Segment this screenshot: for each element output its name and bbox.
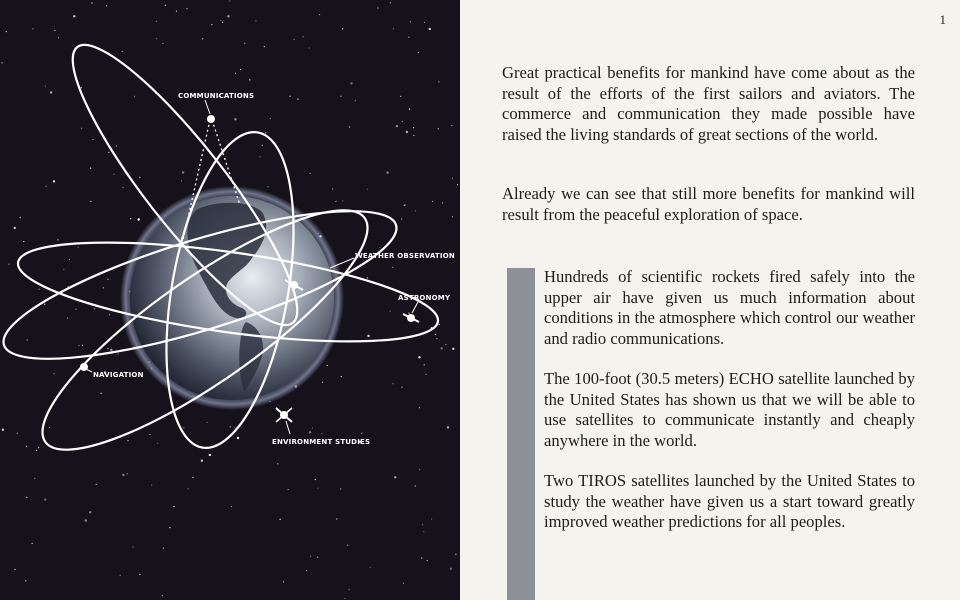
star: [294, 39, 295, 40]
star: [367, 277, 368, 278]
star: [302, 36, 303, 37]
star: [231, 506, 232, 507]
star: [392, 267, 393, 268]
star: [202, 38, 203, 39]
star: [367, 335, 369, 337]
star: [418, 356, 420, 358]
star: [429, 28, 431, 30]
star: [113, 174, 114, 175]
star: [138, 218, 140, 220]
label-communications: COMMUNICATIONS: [178, 92, 255, 100]
star: [321, 433, 322, 434]
environment-satellite: [276, 408, 292, 422]
star: [25, 580, 26, 581]
star: [92, 139, 93, 140]
star: [176, 11, 177, 12]
star: [312, 427, 313, 428]
star: [297, 99, 298, 100]
star: [32, 28, 33, 29]
star: [336, 518, 337, 519]
star: [14, 569, 15, 570]
star: [139, 177, 140, 178]
star: [94, 308, 95, 309]
star: [50, 91, 52, 93]
star: [386, 171, 388, 173]
star: [424, 22, 425, 23]
star: [39, 289, 40, 290]
star: [107, 348, 108, 349]
star: [31, 543, 32, 544]
star: [280, 519, 281, 520]
label-weather-observation: WEATHER OBSERVATION: [355, 252, 455, 260]
star: [81, 87, 82, 88]
star: [418, 52, 419, 53]
star: [109, 314, 110, 315]
star: [413, 135, 414, 136]
star: [54, 373, 55, 374]
star: [401, 218, 402, 219]
star: [149, 434, 150, 435]
star: [309, 47, 310, 48]
star: [290, 96, 291, 97]
paragraph-intro: Great practical benefits for mankind have come about as the result of the efforts of the first sailors and aviators. The commerce and communication they made possible have raised the living standards of great sections of the world.: [502, 63, 915, 144]
star: [404, 205, 405, 206]
star: [130, 218, 131, 219]
star: [424, 364, 425, 365]
star: [442, 202, 443, 203]
star: [82, 345, 83, 346]
star: [134, 96, 135, 97]
star: [341, 376, 342, 377]
star: [58, 37, 59, 38]
star: [14, 227, 16, 229]
star: [67, 318, 68, 319]
star: [455, 554, 456, 555]
star: [394, 476, 396, 478]
star: [106, 5, 107, 6]
star: [63, 269, 64, 270]
star: [108, 152, 109, 153]
star: [318, 488, 319, 489]
star: [270, 118, 271, 119]
star: [163, 548, 164, 549]
star: [288, 489, 289, 490]
star: [201, 460, 203, 462]
star: [401, 387, 402, 388]
star: [38, 447, 39, 448]
star: [90, 168, 91, 169]
star: [122, 474, 124, 476]
star: [422, 524, 423, 525]
star: [419, 469, 420, 470]
star: [96, 484, 97, 485]
star: [169, 527, 170, 528]
star: [267, 186, 268, 187]
star: [26, 446, 27, 447]
star: [342, 200, 343, 201]
star: [377, 7, 378, 8]
star: [335, 201, 336, 202]
star: [408, 313, 409, 314]
star: [400, 96, 401, 97]
star: [379, 247, 380, 248]
star: [340, 96, 341, 97]
star: [73, 15, 75, 17]
star: [118, 353, 119, 354]
star: [441, 347, 443, 349]
star: [156, 38, 157, 39]
star: [230, 426, 231, 427]
star: [89, 511, 91, 513]
star: [315, 479, 316, 480]
star: [81, 128, 82, 129]
star: [1, 62, 2, 63]
star: [27, 339, 28, 340]
star: [6, 31, 7, 32]
star: [432, 201, 433, 202]
star: [355, 100, 356, 101]
star: [209, 454, 211, 456]
star: [390, 311, 391, 312]
star: [127, 440, 128, 441]
star: [101, 393, 102, 394]
page-number: 1: [939, 12, 946, 27]
star: [220, 20, 221, 21]
star: [306, 570, 307, 571]
star: [309, 431, 311, 433]
star: [90, 201, 91, 202]
star: [438, 81, 439, 82]
star: [421, 557, 422, 558]
star: [431, 518, 432, 519]
star: [317, 557, 318, 558]
star: [34, 478, 35, 479]
star: [120, 575, 121, 576]
star: [342, 28, 343, 29]
star: [409, 108, 410, 109]
star: [75, 309, 76, 310]
star: [235, 73, 236, 74]
star: [139, 574, 140, 575]
star: [393, 383, 394, 384]
star: [415, 485, 416, 486]
satellite-orbits-illustration: [0, 0, 460, 600]
star: [350, 82, 352, 84]
star: [78, 345, 79, 346]
paragraph-echo-satellite: The 100-foot (30.5 meters) ECHO satellite launched by the United States has shown us that we will be able to use satellites to communicate instantly and cheaply anywhere in the world.: [544, 369, 915, 450]
star: [181, 180, 182, 181]
star: [450, 568, 452, 570]
star: [122, 51, 123, 52]
star: [222, 22, 223, 23]
paragraph-space-benefits: Already we can see that still more benefits for mankind will result from the peaceful exploration of space.: [502, 184, 915, 224]
star: [322, 382, 323, 383]
star: [192, 477, 193, 478]
star: [156, 21, 157, 22]
star: [423, 531, 424, 532]
star: [240, 69, 241, 70]
paragraph-scientific-rockets: Hundreds of scientific rockets fired safely into the upper air have given us much information about conditions in the atmosphere which control our weather and radio communications.: [544, 267, 915, 348]
star: [349, 126, 350, 127]
star: [452, 216, 453, 217]
star: [45, 85, 46, 86]
star: [116, 146, 117, 147]
star: [393, 28, 394, 29]
label-environment-studies: ENVIRONMENT STUDIES: [272, 438, 371, 446]
star: [310, 556, 311, 557]
highlight-bar: [507, 268, 535, 600]
star: [327, 365, 328, 366]
star: [57, 239, 58, 240]
star: [20, 217, 21, 218]
star: [319, 14, 320, 15]
star: [227, 15, 229, 17]
star: [402, 121, 403, 122]
astronomy-satellite: [403, 314, 419, 322]
star: [186, 8, 187, 9]
star: [310, 173, 311, 174]
star: [413, 127, 414, 128]
orbits-diagram: [0, 0, 460, 600]
star: [23, 241, 24, 242]
star: [234, 118, 236, 120]
star: [408, 37, 409, 38]
star: [244, 43, 245, 44]
star: [207, 422, 208, 423]
star: [264, 46, 265, 47]
star: [53, 180, 55, 182]
star: [69, 259, 70, 260]
star: [46, 186, 47, 187]
star: [49, 427, 50, 428]
star: [211, 24, 212, 25]
star: [183, 427, 184, 428]
star: [249, 79, 250, 80]
star: [237, 437, 239, 439]
star: [44, 304, 45, 305]
star: [151, 485, 152, 486]
label-astronomy: ASTRONOMY: [398, 294, 451, 302]
star: [457, 184, 458, 185]
star: [367, 189, 368, 190]
star: [361, 433, 362, 434]
star: [425, 374, 426, 375]
star: [54, 30, 55, 31]
star: [78, 247, 79, 248]
star: [390, 2, 391, 3]
star: [17, 433, 18, 434]
paragraph-tiros-satellites: Two TIROS satellites launched by the United States to study the weather have given us a start toward greatly improved weather predictions for all peoples.: [544, 471, 915, 531]
star: [259, 156, 260, 157]
star: [255, 20, 256, 21]
star: [438, 128, 439, 129]
star: [229, 0, 230, 1]
star: [332, 188, 333, 189]
star: [439, 324, 440, 325]
star: [435, 334, 436, 335]
star: [451, 125, 452, 126]
star: [103, 287, 104, 288]
star: [110, 349, 112, 351]
star: [157, 443, 158, 444]
star: [410, 21, 411, 22]
star: [26, 497, 27, 498]
star: [9, 264, 10, 265]
star: [427, 560, 428, 561]
star: [340, 488, 341, 489]
star: [36, 450, 37, 451]
star: [262, 145, 263, 146]
star: [445, 344, 446, 345]
star: [406, 131, 408, 133]
star: [283, 581, 284, 582]
star: [188, 488, 189, 489]
star: [452, 348, 454, 350]
star: [44, 499, 46, 501]
star: [122, 187, 123, 188]
star: [91, 2, 92, 3]
star: [265, 132, 266, 133]
star: [132, 546, 133, 547]
star: [162, 595, 163, 596]
star: [452, 178, 453, 179]
star: [405, 204, 406, 205]
star: [396, 125, 398, 127]
star: [107, 279, 108, 280]
star: [447, 426, 449, 428]
star: [347, 545, 348, 546]
label-navigation: NAVIGATION: [93, 371, 144, 379]
star: [349, 589, 350, 590]
star: [85, 519, 87, 521]
star: [234, 427, 235, 428]
star: [415, 210, 416, 211]
star: [2, 429, 4, 431]
star: [344, 598, 345, 599]
star: [173, 506, 174, 507]
star: [162, 43, 163, 44]
star: [165, 5, 166, 6]
star: [127, 473, 128, 474]
star: [419, 407, 420, 408]
star: [436, 338, 437, 339]
communications-satellite: [207, 115, 215, 123]
star: [370, 567, 371, 568]
star: [403, 583, 404, 584]
star: [182, 171, 184, 173]
star: [277, 463, 278, 464]
